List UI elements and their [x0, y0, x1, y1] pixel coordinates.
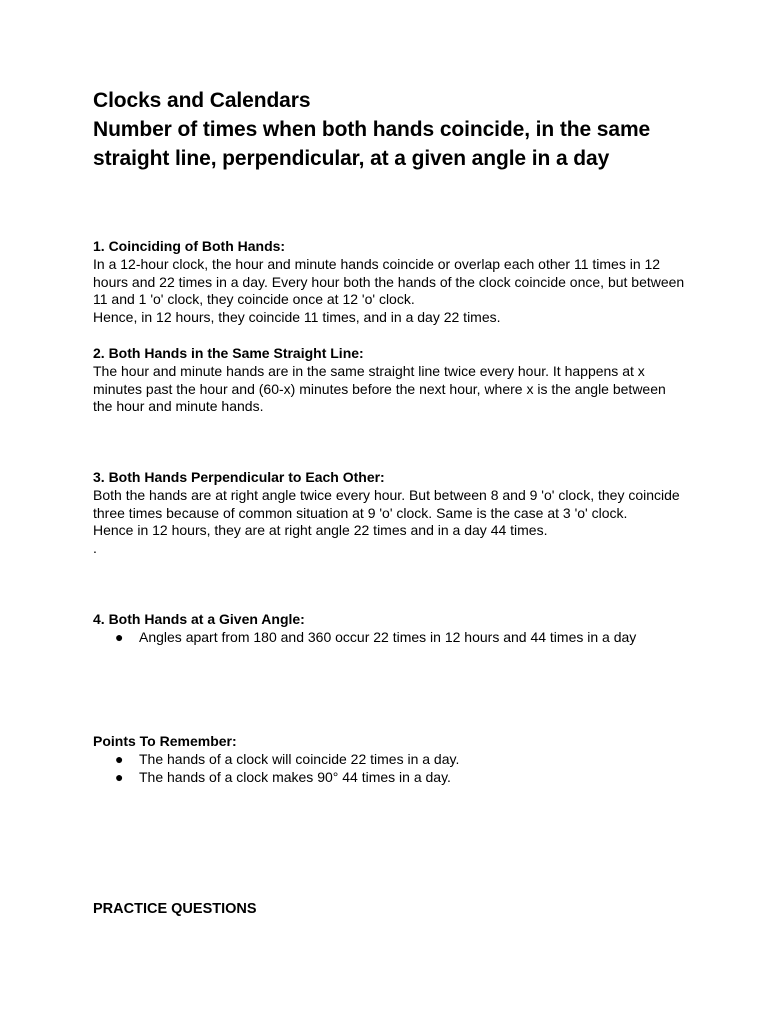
bullet-icon: ● [115, 768, 124, 785]
list-item [93, 751, 685, 769]
bullet-list [93, 751, 685, 787]
title-line-1: Clocks and Calendars [93, 89, 311, 112]
section-heading: PRACTICE QUESTIONS [93, 901, 257, 917]
section-practice-questions [93, 901, 685, 919]
section-paragraph: Hence in 12 hours, they are at right angle 22 times and in a day 44 times. [93, 522, 548, 539]
list-item [93, 629, 685, 647]
section-coinciding [93, 238, 685, 327]
list-item [93, 769, 685, 787]
section-straight-line [93, 345, 685, 416]
section-given-angle [93, 611, 685, 647]
list-item-text: Angles apart from 180 and 360 occur 22 times in 12 hours and 44 times in a day [139, 628, 637, 645]
bullet-icon: ● [115, 628, 124, 645]
list-item-text: The hands of a clock will coincide 22 times in a day. [139, 750, 460, 767]
section-paragraph: The hour and minute hands are in the same straight line twice every hour. It happens at x minutes past the hour and (60-x) minutes before the next hour, where x is the angle between the hour and minute hands. [93, 362, 666, 415]
section-heading: 4. Both Hands at a Given Angle: [93, 611, 305, 627]
section-paragraph: . [93, 540, 97, 557]
title-line-2: Number of times when both hands coincide, in the same straight line, perpendicular, at a given angle in a day [93, 118, 651, 170]
section-heading: 2. Both Hands in the Same Straight Line: [93, 345, 364, 361]
section-heading: 3. Both Hands Perpendicular to Each Other: [93, 469, 385, 485]
section-perpendicular [93, 469, 685, 558]
bullet-icon: ● [115, 750, 124, 767]
document-title [93, 86, 683, 173]
section-heading: Points To Remember: [93, 733, 237, 749]
section-heading: 1. Coinciding of Both Hands: [93, 238, 286, 254]
section-paragraph: Both the hands are at right angle twice every hour. But between 8 and 9 'o' clock, they coincide three times because of common situation at 9 'o' clock. Same is the case at 3 'o' clock. [93, 486, 680, 521]
section-paragraph: Hence, in 12 hours, they coincide 11 times, and in a day 22 times. [93, 309, 501, 326]
section-paragraph: In a 12-hour clock, the hour and minute hands coincide or overlap each other 11 times in 12 hours and 22 times in a day. Every hour both the hands of the clock coincide once, but between 11 and 1 'o' clock, they coincide once at 12 'o' clock. [93, 255, 685, 308]
section-points-to-remember [93, 733, 685, 786]
bullet-list [93, 629, 685, 647]
list-item-text: The hands of a clock makes 90° 44 times in a day. [139, 768, 451, 785]
